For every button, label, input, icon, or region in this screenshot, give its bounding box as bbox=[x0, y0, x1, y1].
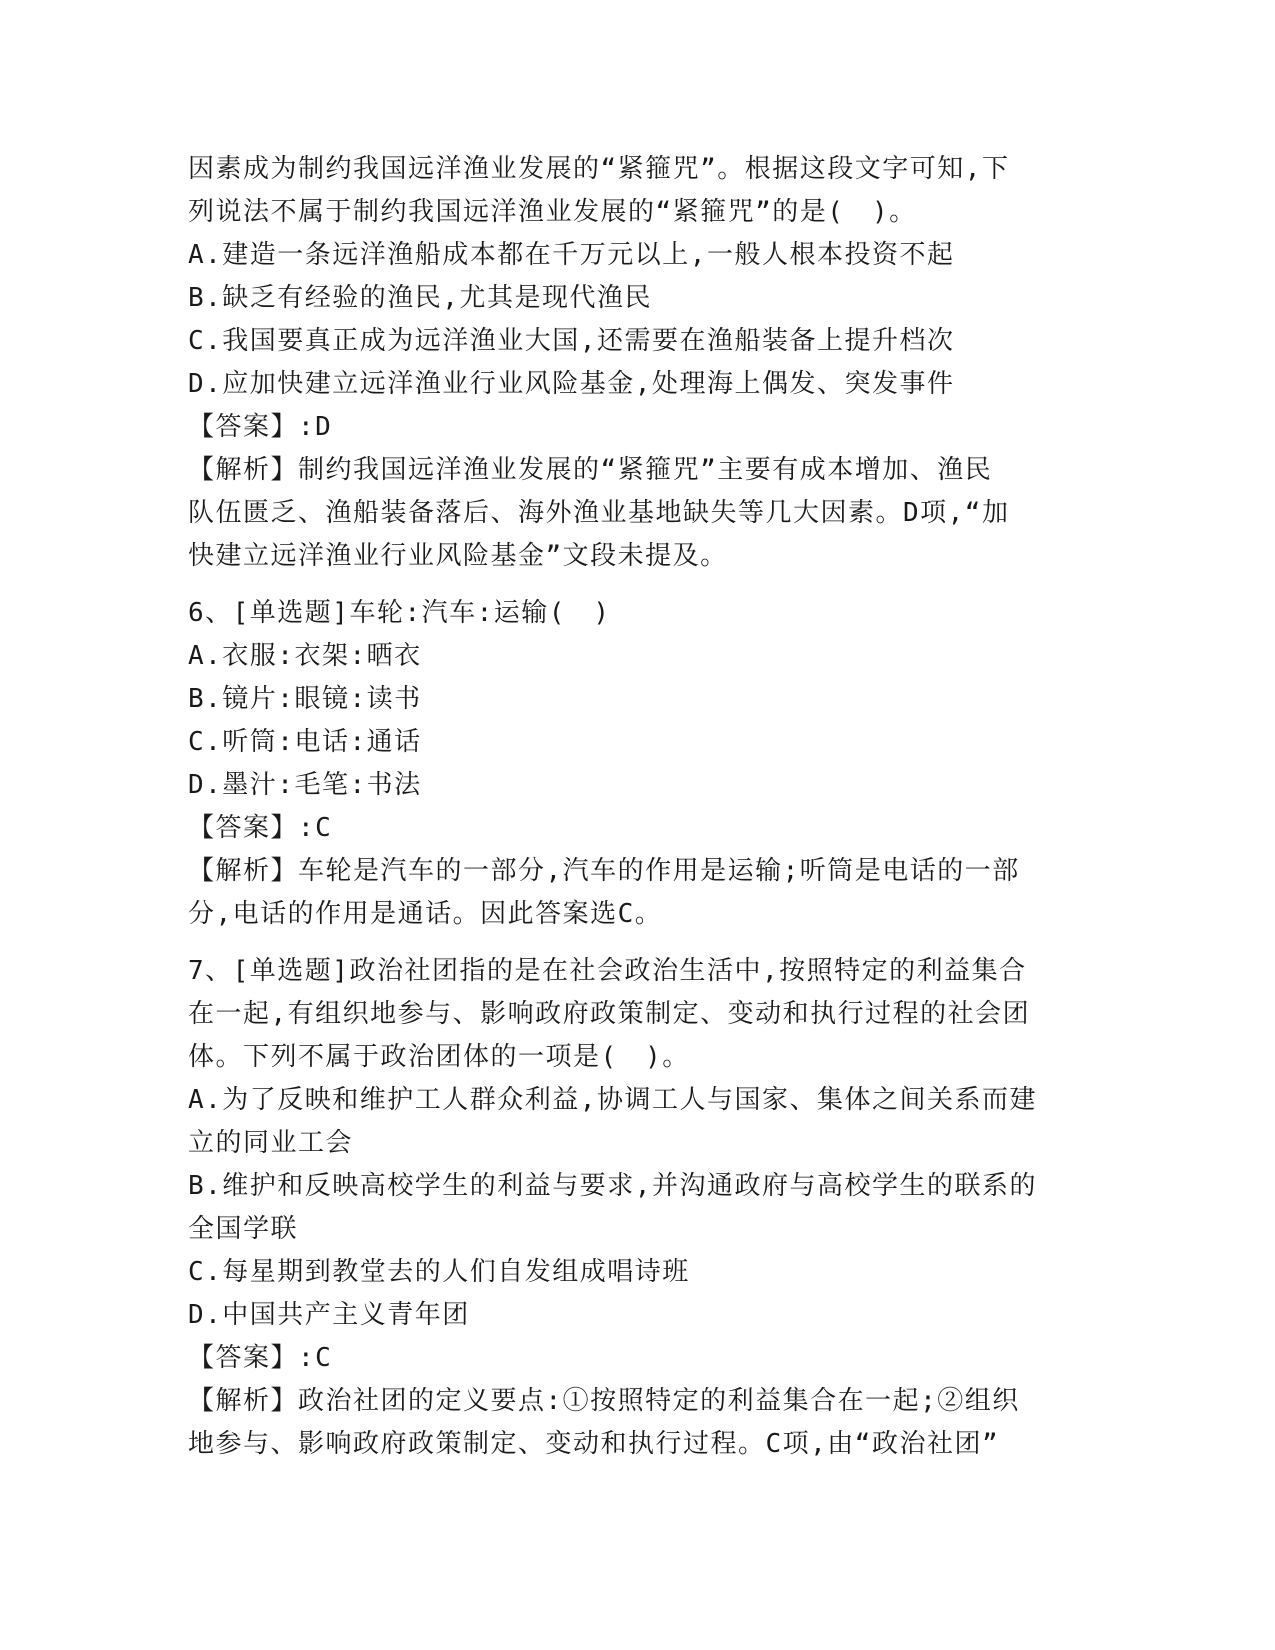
option-c: C.每星期到教堂去的人们自发组成唱诗班 bbox=[188, 1257, 690, 1287]
option-d: D.中国共产主义青年团 bbox=[188, 1300, 470, 1330]
question-stem-line: 在一起,有组织地参与、影响政府政策制定、变动和执行过程的社会团 bbox=[188, 999, 1031, 1029]
analysis-line: 【解析】制约我国远洋渔业发展的“紧箍咒”主要有成本增加、渔民 bbox=[188, 455, 993, 485]
option-b: B.维护和反映高校学生的利益与要求,并沟通政府与高校学生的联系的 bbox=[188, 1171, 1037, 1201]
analysis-line: 地参与、影响政府政策制定、变动和执行过程。C项,由“政治社团” bbox=[188, 1429, 1000, 1459]
option-c: C.听筒:电话:通话 bbox=[188, 727, 422, 757]
analysis-line: 【解析】车轮是汽车的一部分,汽车的作用是运输;听筒是电话的一部 bbox=[188, 856, 1020, 886]
question-gap bbox=[188, 936, 1088, 950]
option-a-continued: 立的同业工会 bbox=[188, 1128, 354, 1158]
question-stem-line: 列说法不属于制约我国远洋渔业发展的“紧箍咒”的是( )。 bbox=[188, 197, 917, 227]
option-a: A.建造一条远洋渔船成本都在千万元以上,一般人根本投资不起 bbox=[188, 240, 955, 270]
analysis-line: 队伍匮乏、渔船装备落后、海外渔业基地缺失等几大因素。D项,“加 bbox=[188, 498, 1010, 528]
option-b: B.缺乏有经验的渔民,尤其是现代渔民 bbox=[188, 283, 652, 313]
option-c: C.我国要真正成为远洋渔业大国,还需要在渔船装备上提升档次 bbox=[188, 326, 955, 356]
question-stem-line: 6、[单选题]车轮:汽车:运输( ) bbox=[188, 598, 611, 628]
option-d: D.墨汁:毛笔:书法 bbox=[188, 770, 422, 800]
option-a: A.为了反映和维护工人群众利益,协调工人与国家、集体之间关系而建 bbox=[188, 1085, 1037, 1115]
document-page bbox=[188, 148, 1088, 1466]
question-6 bbox=[188, 592, 1088, 936]
answer-line: 【答案】:C bbox=[188, 813, 333, 843]
question-stem-line: 7、[单选题]政治社团指的是在社会政治生活中,按照特定的利益集合 bbox=[188, 956, 1027, 986]
analysis-line: 分,电话的作用是通话。因此答案选C。 bbox=[188, 899, 663, 929]
option-b: B.镜片:眼镜:读书 bbox=[188, 684, 422, 714]
question-gap bbox=[188, 578, 1088, 592]
question-stem-line: 因素成为制约我国远洋渔业发展的“紧箍咒”。根据这段文字可知,下 bbox=[188, 154, 1010, 184]
analysis-line: 快建立远洋渔业行业风险基金”文段未提及。 bbox=[188, 541, 728, 571]
question-stem-line: 体。下列不属于政治团体的一项是( )。 bbox=[188, 1042, 690, 1072]
analysis-line: 【解析】政治社团的定义要点:①按照特定的利益集合在一起;②组织 bbox=[188, 1386, 1020, 1416]
option-a: A.衣服:衣架:晒衣 bbox=[188, 641, 422, 671]
answer-line: 【答案】:C bbox=[188, 1343, 333, 1373]
option-b-continued: 全国学联 bbox=[188, 1214, 299, 1244]
question-7 bbox=[188, 950, 1088, 1466]
option-d: D.应加快建立远洋渔业行业风险基金,处理海上偶发、突发事件 bbox=[188, 369, 955, 399]
question-5 bbox=[188, 148, 1088, 578]
answer-line: 【答案】:D bbox=[188, 412, 333, 442]
